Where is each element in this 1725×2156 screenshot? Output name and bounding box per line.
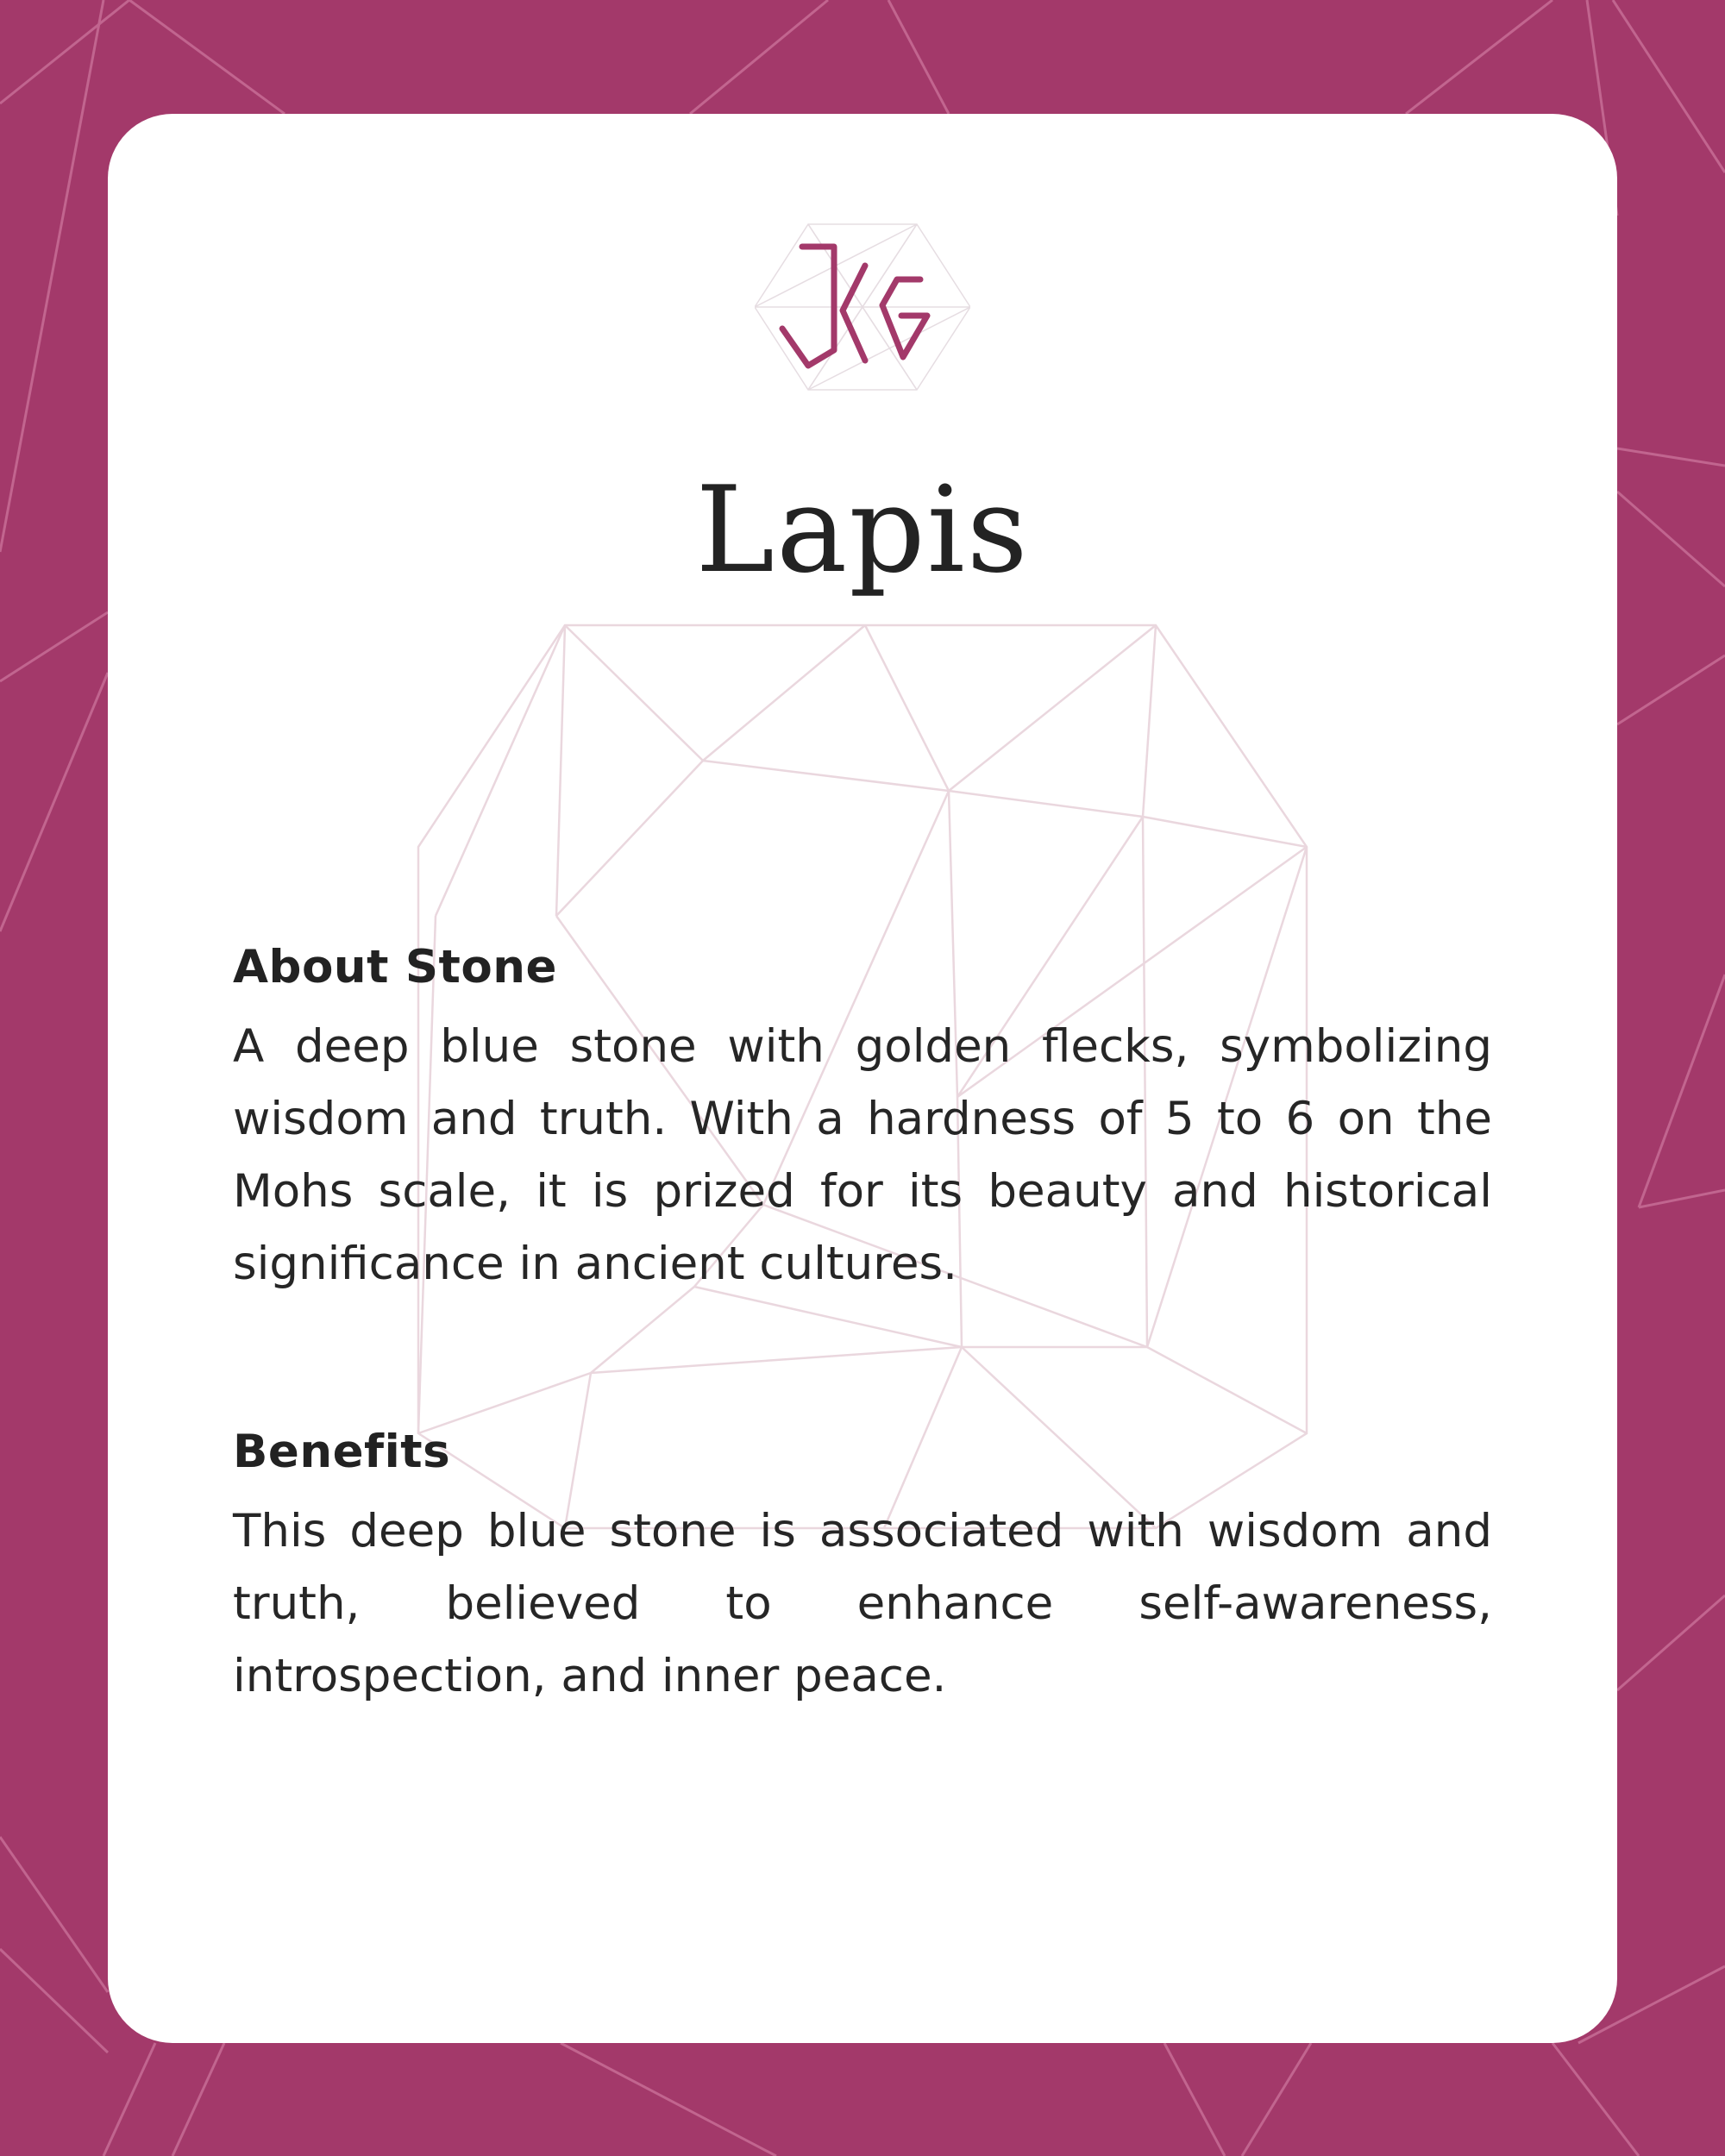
brand-logo — [755, 221, 970, 393]
about-text: A deep blue stone with golden flecks, symbolizing wisdom and truth. With a hardness of 5 to 6 on the Mohs scale, it is prized for its beauty and historical significance in ancient cultures. — [233, 1019, 1492, 1290]
benefits-heading: Benefits — [233, 1426, 451, 1478]
benefits-text: This deep blue stone is associated with wisdom and truth, believed to enhance self-awareness, introspection, and inner peace. — [233, 1504, 1492, 1702]
about-heading: About Stone — [233, 941, 557, 993]
stone-card — [108, 114, 1617, 2043]
benefits-section — [233, 1425, 1492, 1713]
about-section — [233, 940, 1492, 1300]
stone-title: Lapis — [695, 461, 1030, 599]
